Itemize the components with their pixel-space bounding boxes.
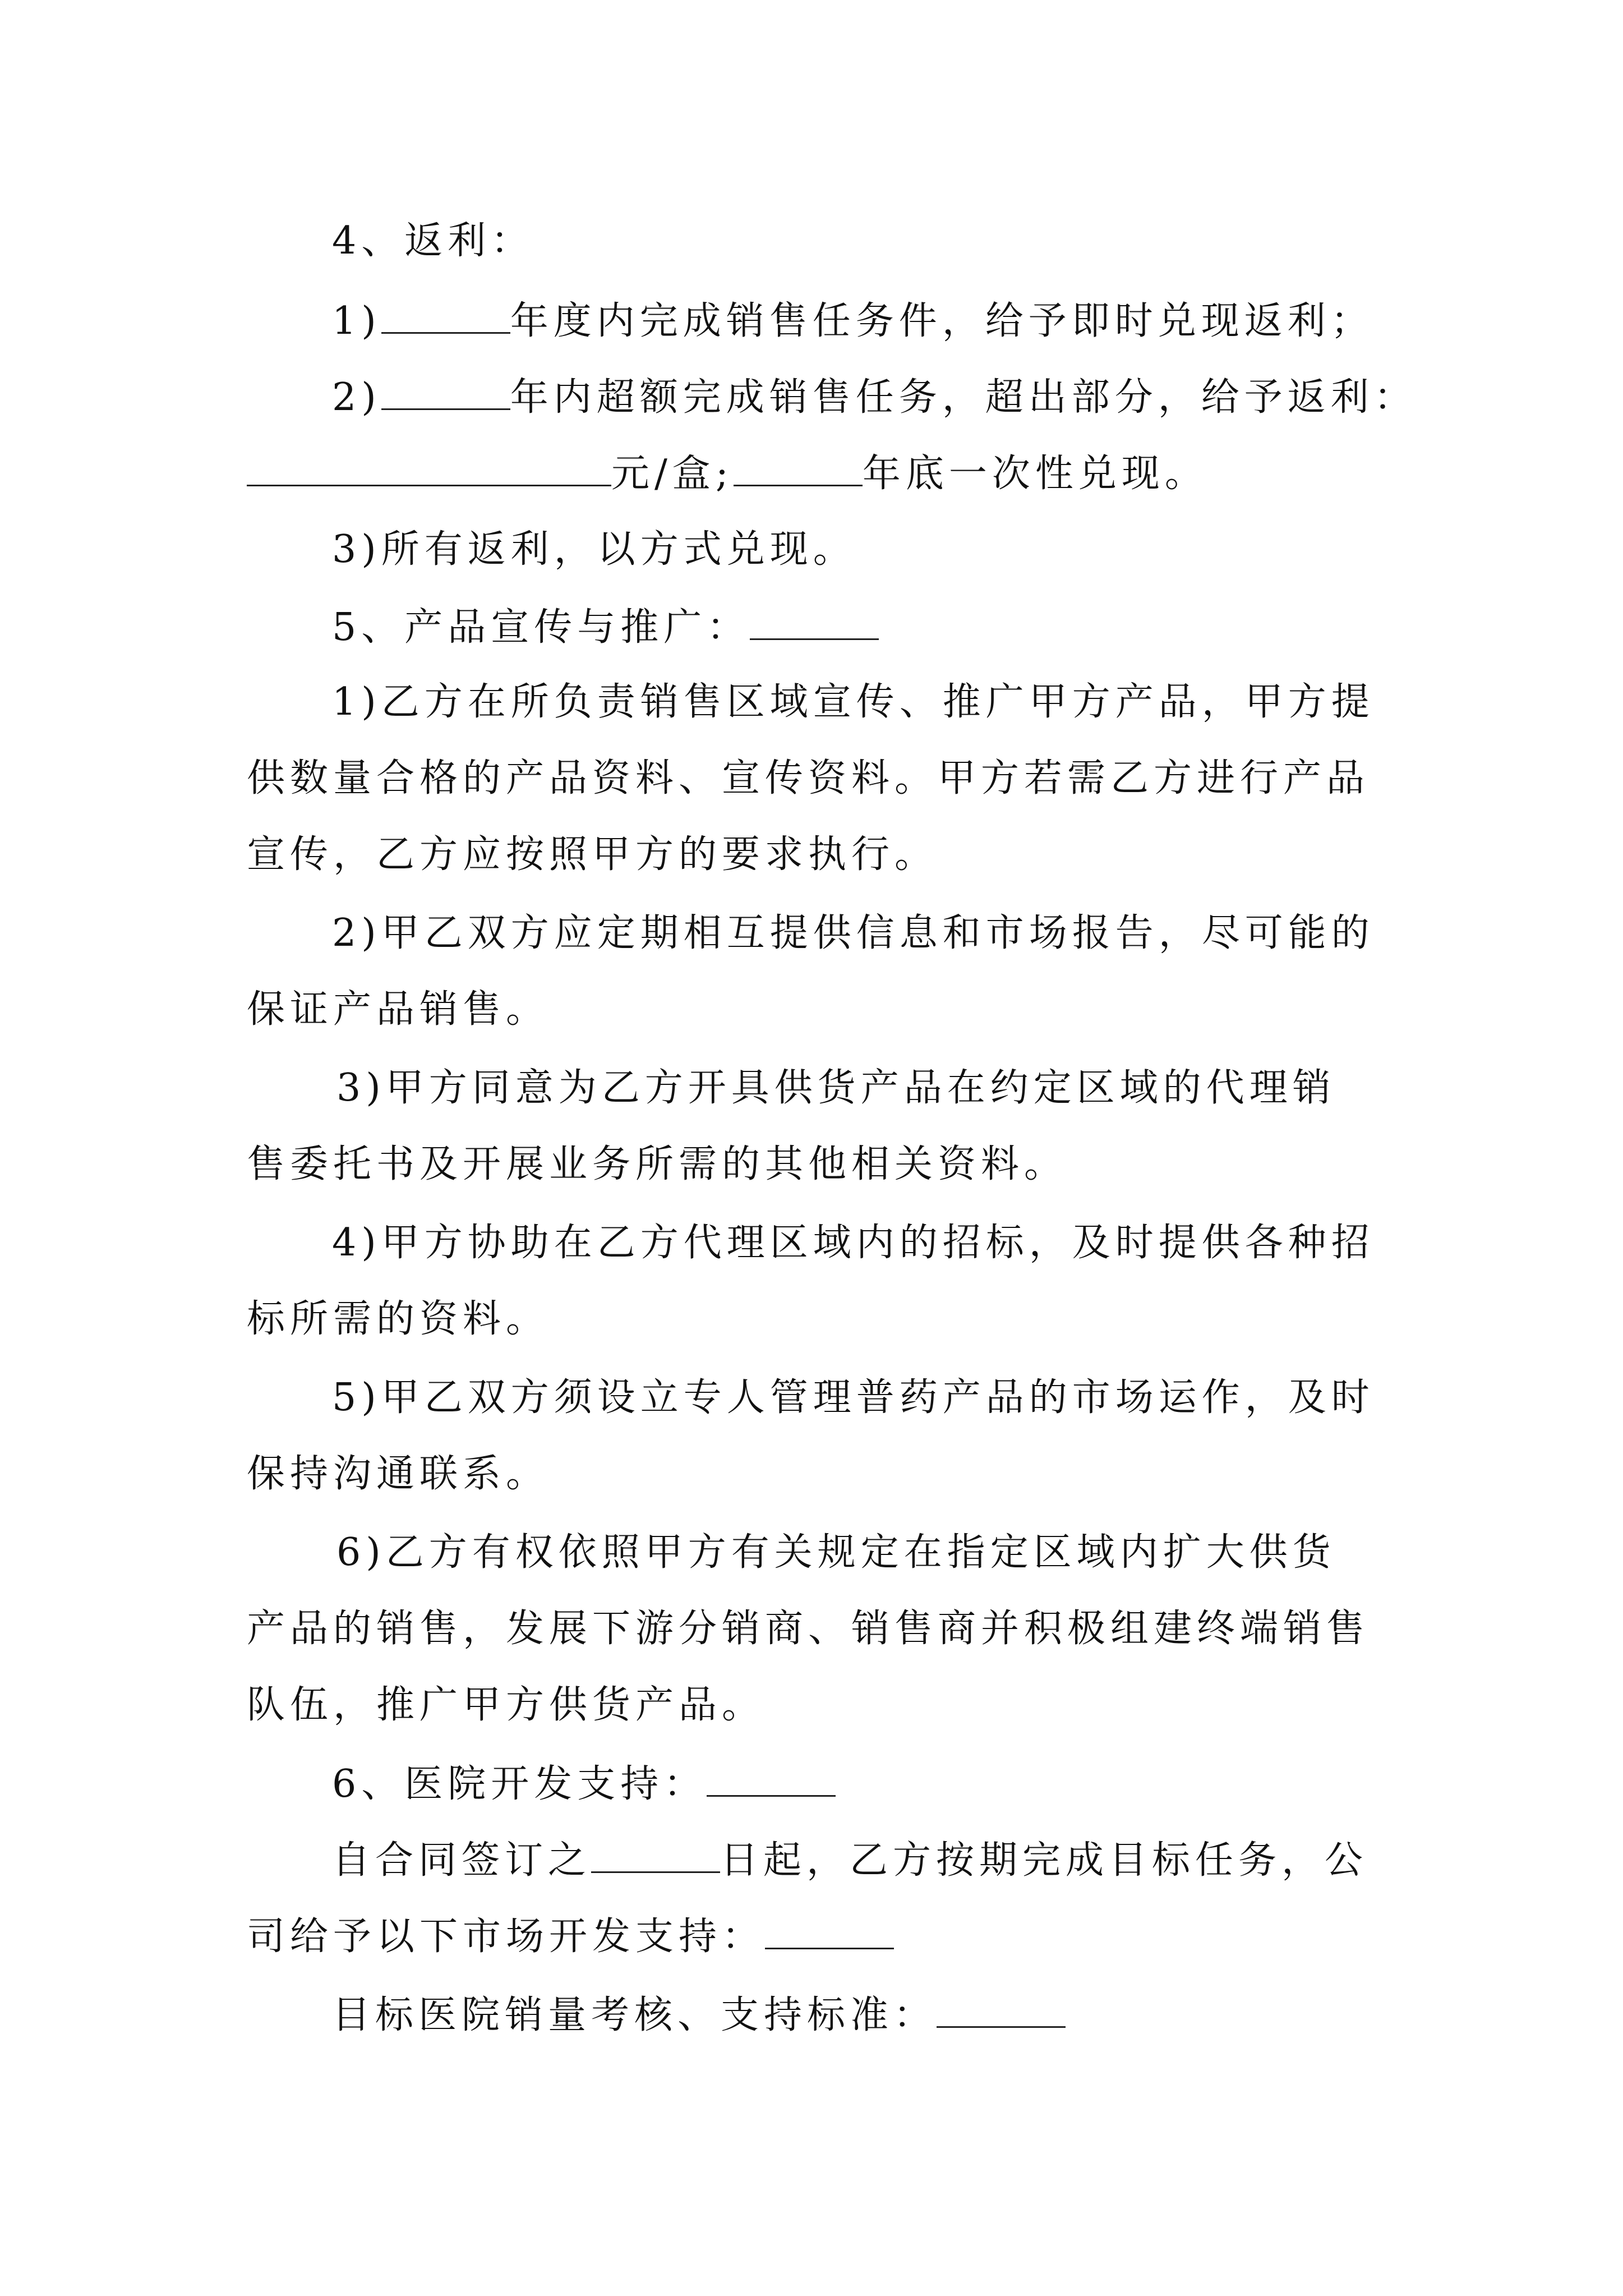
promo-item-1-line-1 <box>332 680 1375 725</box>
text: 供数量合格的产品资料、宣传资料。甲方若需乙方进行产品 <box>247 756 1370 800</box>
text: 保证产品销售。 <box>247 987 550 1032</box>
text: 3)甲方同意为乙方开具供货产品在约定区域的代理销 <box>336 1066 1336 1110</box>
promo-item-2-line-2 <box>247 987 549 1032</box>
promo-item-6-line-2 <box>247 1607 1370 1651</box>
text: 宣传，乙方应按照甲方的要求执行。 <box>247 832 938 877</box>
promo-item-1-line-2 <box>247 756 1370 801</box>
text: 日起，乙方按期完成目标任务，公 <box>720 1838 1368 1883</box>
text: 6)乙方有权依照甲方有关规定在指定区域内扩大供货 <box>336 1530 1336 1575</box>
fill-blank <box>381 297 510 334</box>
promo-item-4-line-2 <box>247 1297 549 1342</box>
fill-blank <box>765 1913 894 1949</box>
text: 标所需的资料。 <box>247 1297 550 1341</box>
promo-item-1-line-3 <box>247 832 938 877</box>
promo-item-4-line-1 <box>332 1221 1375 1266</box>
promo-item-5-line-1 <box>332 1375 1375 1420</box>
text: 目标医院销量考核、支持标准： <box>332 1993 937 2037</box>
text: 5、产品宣传与推广： <box>332 605 750 650</box>
text: 1) <box>332 299 381 343</box>
promo-item-2-line-1 <box>332 911 1375 956</box>
section-5-heading <box>332 604 879 650</box>
text: 4、返利： <box>332 219 534 263</box>
rebate-item-3 <box>332 527 856 572</box>
promo-item-3-line-1 <box>336 1066 1336 1111</box>
text: 5)甲乙双方须设立专人管理普药产品的市场运作，及时 <box>332 1375 1375 1420</box>
rebate-item-2-cont <box>247 450 1208 496</box>
promo-item-3-line-2 <box>247 1142 1067 1187</box>
fill-blank <box>381 374 510 410</box>
section-4-heading <box>332 219 534 264</box>
fill-blank <box>734 450 863 486</box>
promo-item-5-line-2 <box>247 1452 549 1497</box>
rebate-item-2 <box>332 374 1417 420</box>
text: 自合同签订之 <box>332 1838 592 1883</box>
text: 元/盒; <box>611 452 734 496</box>
fill-blank <box>247 450 611 486</box>
text: 年底一次性兑现。 <box>862 452 1208 496</box>
text: 队伍，推广甲方供货产品。 <box>247 1683 766 1727</box>
text: 年度内完成销售任务件，给予即时兑现返利； <box>510 299 1374 343</box>
rebate-item-1 <box>332 297 1374 344</box>
fill-blank <box>937 1991 1066 2028</box>
text: 2)甲乙双方应定期相互提供信息和市场报告，尽可能的 <box>332 911 1375 955</box>
text: 产品的销售，发展下游分销商、销售商并积极组建终端销售 <box>247 1607 1370 1651</box>
fill-blank <box>750 604 879 640</box>
hospital-support-line-2 <box>247 1913 894 1959</box>
target-hospital-line <box>332 1991 1066 2038</box>
text: 4)甲方协助在乙方代理区域内的招标，及时提供各种招 <box>332 1221 1375 1265</box>
promo-item-6-line-1 <box>336 1530 1336 1575</box>
fill-blank <box>707 1760 836 1797</box>
text: 2) <box>332 375 381 420</box>
text: 年内超额完成销售任务，超出部分，给予返利： <box>510 375 1417 420</box>
fill-blank <box>591 1837 720 1873</box>
text: 司给予以下市场开发支持： <box>247 1915 766 1959</box>
section-6-heading <box>332 1760 836 1807</box>
hospital-support-line-1 <box>332 1837 1368 1883</box>
text: 1)乙方在所负责销售区域宣传、推广甲方产品，甲方提 <box>332 680 1375 724</box>
text: 6、医院开发支持： <box>332 1762 707 1806</box>
promo-item-6-line-3 <box>247 1683 765 1728</box>
text: 保持沟通联系。 <box>247 1452 550 1496</box>
text: 售委托书及开展业务所需的其他相关资料。 <box>247 1142 1068 1186</box>
text: 3)所有返利，以方式兑现。 <box>332 527 856 572</box>
